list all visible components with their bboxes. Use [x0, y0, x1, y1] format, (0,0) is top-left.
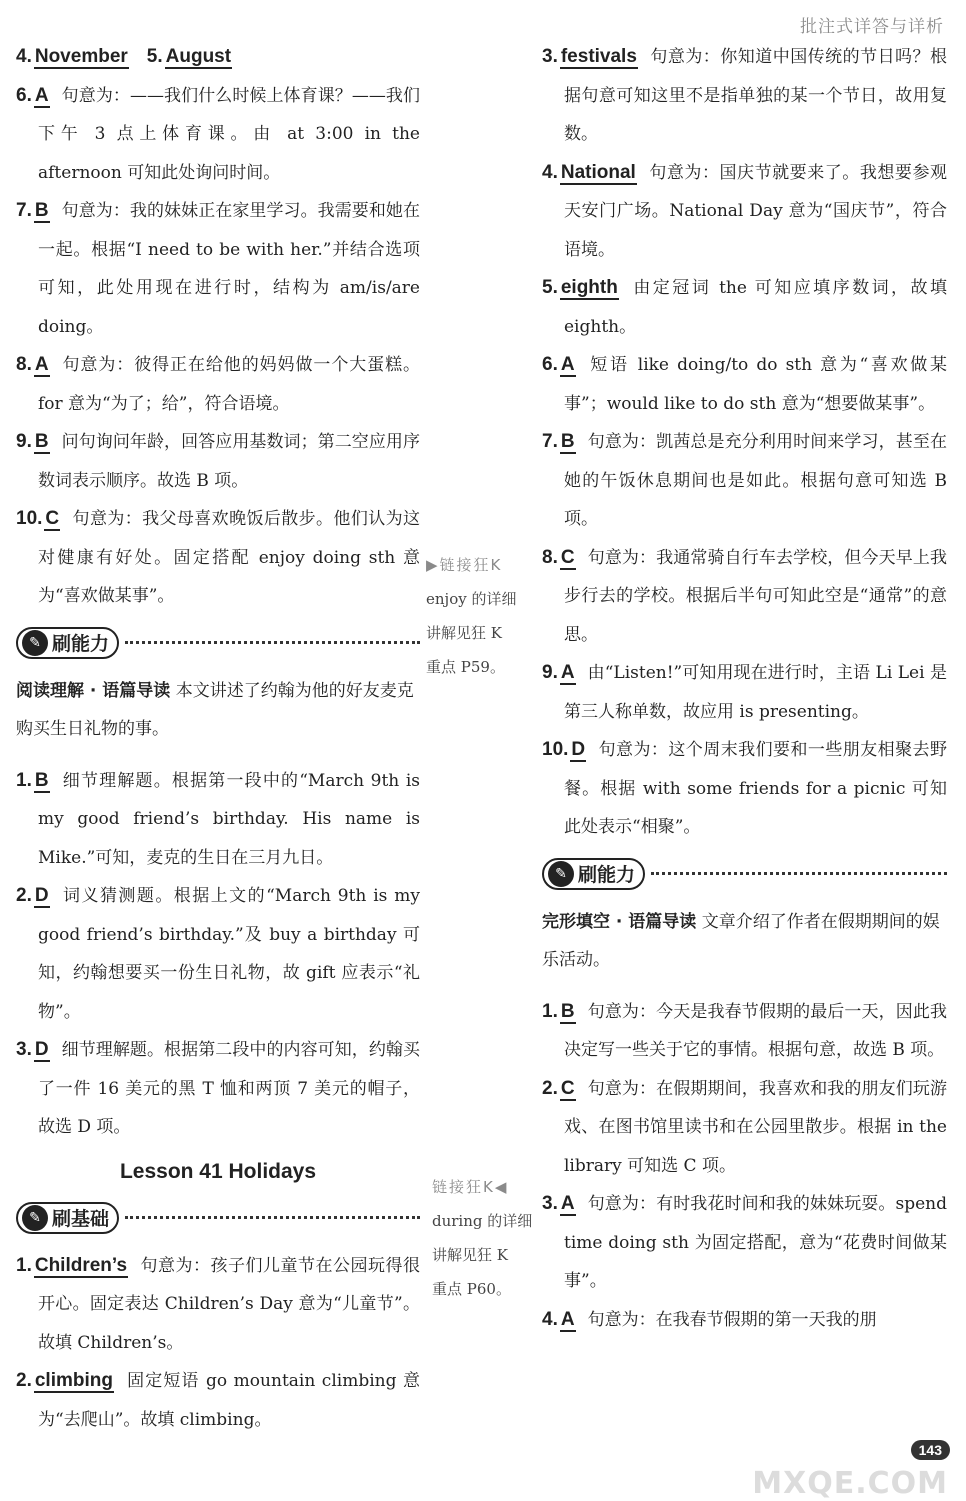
watermark: MXQE.COM	[752, 1466, 948, 1501]
item-answer: Children’s	[34, 1254, 128, 1276]
answer-item	[542, 38, 947, 154]
right-bottom-answers	[542, 993, 947, 1340]
basic-badge	[16, 1202, 119, 1234]
item-explanation: 句意为：在假期期间，我喜欢和我的朋友们玩游戏、在图书馆里读书和在公园里散步。根据 in the library 可知选 C 项。	[564, 1078, 947, 1176]
right-top-answers	[542, 38, 947, 847]
answer-item	[16, 77, 420, 193]
link-label: 链接狂K◀	[432, 1178, 509, 1196]
item-answer: National	[560, 161, 636, 183]
left-top-answers	[16, 38, 420, 616]
lesson-title: Lesson 41 Holidays	[119, 1159, 317, 1183]
item-explanation: 句意为：——我们什么时候上体育课？——我们下午 3 点上体育课。由 at 3:00 in the afternoon 可知此处询问时间。	[38, 85, 420, 183]
item-answer: festivals	[560, 46, 637, 67]
side-note-line: 重点 P60。	[432, 1280, 511, 1298]
item-answer: B	[34, 200, 49, 221]
item-explanation: 句意为：我的妹妹正在家里学习。我需要和她在一起。根据“I need to be with her.”并结合选项可知，此处用现在进行时，结构为 am/is/are doing。	[38, 201, 420, 337]
item-number: 10.	[542, 739, 569, 760]
pen-icon: ✎	[22, 1205, 48, 1231]
ability-badge	[542, 858, 645, 890]
item-explanation: 细节理解题。根据第一段中的“March 9th is my good friend’s birthday. His name is Mike.”可知，麦克的生日在三月九日。	[38, 770, 420, 868]
item-number: 3.	[16, 1039, 32, 1060]
banner-label: 刷基础	[52, 1208, 110, 1230]
answer-item	[16, 1362, 420, 1439]
item-number: 6.	[542, 354, 558, 375]
item-explanation: 细节理解题。根据第二段中的内容可知，约翰买了一件 16 美元的黑 T 恤和两顶 7 美元的帽子，故选 D 项。	[38, 1040, 420, 1137]
item-answer: D	[571, 739, 586, 760]
answer-item	[16, 762, 420, 878]
answer-item	[542, 423, 947, 539]
item-answer: November	[34, 46, 128, 67]
side-note-line: 讲解见狂 K	[426, 624, 502, 642]
item-number: 3.	[542, 46, 558, 67]
answer-item	[16, 877, 420, 1031]
page-number: 143	[911, 1440, 950, 1460]
item-number: 1.	[16, 1254, 32, 1276]
cloze-title: 完形填空 · 语篇导读	[542, 911, 697, 932]
item-explanation: 句意为：孩子们儿童节在公园玩得很开心。固定表达 Children’s Day 意为“儿童节”。故填 Children’s。	[38, 1255, 420, 1353]
item-number: 3.	[542, 1193, 558, 1214]
item-answer: B	[560, 1000, 575, 1022]
cloze-intro	[542, 903, 947, 979]
answer-item	[542, 539, 947, 655]
item-answer: B	[34, 769, 49, 791]
item-explanation: 问句询问年龄，回答应用基数词；第二空应用序数词表示顺序。故选 B 项。	[38, 432, 420, 491]
answer-item	[542, 269, 947, 346]
answer-item	[16, 192, 420, 346]
item-number: 4.	[16, 46, 32, 67]
item-number: 6.	[16, 84, 32, 106]
answer-item	[542, 654, 947, 731]
left-mid-answers	[16, 762, 420, 1147]
item-explanation: 句意为：我通常骑自行车去学校，但今天早上我步行去的学校。根据后半句可知此空是“通常”的意思。	[564, 547, 947, 645]
pen-icon: ✎	[22, 630, 48, 656]
item-number: 4.	[542, 161, 558, 183]
reading-intro	[16, 672, 420, 748]
item-number: 5.	[146, 46, 163, 67]
item-number: 9.	[16, 431, 32, 452]
answer-item	[542, 346, 947, 423]
item-answer: eighth	[560, 277, 618, 298]
banner-label: 刷能力	[52, 633, 110, 655]
reading-title: 阅读理解 · 语篇导读	[16, 680, 171, 701]
ability-banner-right	[542, 857, 947, 891]
banner-label: 刷能力	[578, 864, 636, 886]
item-answer: climbing	[34, 1370, 113, 1391]
answer-item	[16, 1247, 420, 1363]
item-answer: D	[34, 885, 49, 906]
answer-item	[16, 423, 420, 500]
right-column	[542, 38, 947, 1339]
reading-summary: 本文讲述了约翰为他的好友麦克购买生日礼物的事。	[16, 680, 414, 739]
item-answer: A	[34, 354, 49, 375]
side-note-line: enjoy 的详细	[426, 590, 517, 608]
item-number: 4.	[542, 1308, 558, 1330]
answer-item	[16, 500, 420, 616]
item-number: 8.	[16, 354, 32, 375]
item-number: 7.	[542, 431, 558, 452]
ability-banner-left	[16, 626, 420, 660]
link-label: ▶链接狂K	[426, 556, 503, 574]
answer-item	[16, 1031, 420, 1147]
item-answer: A	[560, 354, 575, 375]
item-answer: C	[560, 546, 575, 568]
item-answer: D	[34, 1039, 49, 1060]
answer-item	[542, 1070, 947, 1186]
item-number: 9.	[542, 662, 558, 683]
item-number: 1.	[16, 769, 32, 791]
cloze-summary: 文章介绍了作者在假期期间的娱乐活动。	[542, 911, 940, 970]
item-answer: B	[560, 431, 575, 452]
item-explanation: 短语 like doing/to do sth 意为“喜欢做某事”；would like to do sth 意为“想要做某事”。	[564, 355, 947, 414]
item-number: 2.	[542, 1077, 558, 1099]
answer-item	[16, 346, 420, 423]
item-explanation: 固定短语 go mountain climbing 意为“去爬山”。故填 climbing。	[38, 1371, 420, 1430]
left-column	[16, 38, 420, 1439]
item-explanation: 词义猜测题。根据上文的“March 9th is my good friend’s birthday.”及 buy a birthday 可知，约翰想要买一份生日礼物，故 gift 应表示“礼物”。	[38, 886, 420, 1022]
item-number: 8.	[542, 546, 558, 568]
item-explanation: 句意为：国庆节就要来了。我想要参观天安门广场。National Day 意为“国庆节”，符合语境。	[564, 162, 947, 260]
dotted-divider	[125, 641, 420, 644]
answer-item	[542, 1301, 947, 1340]
item-explanation: 句意为：凯茜总是充分利用时间来学习，甚至在她的午饭休息期间也是如此。根据句意可知选 B 项。	[564, 432, 947, 529]
left-bottom-answers	[16, 1247, 420, 1440]
side-note-line: 重点 P59。	[426, 658, 505, 676]
dotted-divider	[125, 1216, 420, 1219]
item-explanation: 由“Listen!”可知用现在进行时，主语 Li Lei 是第三人称单数，故应用 is presenting。	[564, 663, 947, 722]
answer-item	[542, 731, 947, 847]
side-note-during	[432, 1170, 542, 1306]
item-answer: A	[560, 1308, 575, 1330]
item-explanation: 句意为：在我春节假期的第一天我的朋	[587, 1309, 877, 1330]
item-number: 7.	[16, 200, 32, 221]
item-explanation: 句意为：有时我花时间和我的妹妹玩耍。spend time doing sth 为固定搭配，意为“花费时间做某事”。	[564, 1194, 947, 1291]
side-note-enjoy	[426, 548, 536, 684]
dotted-divider	[651, 872, 947, 875]
answer-item	[542, 993, 947, 1070]
item-answer: A	[34, 84, 49, 106]
item-number: 2.	[16, 885, 32, 906]
item-answer: B	[34, 431, 49, 452]
ability-badge	[16, 627, 119, 659]
item-explanation: 句意为：这个周末我们要和一些朋友相聚去野餐。根据 with some friends for a picnic 可知此处表示“相聚”。	[564, 740, 947, 837]
item-number: 1.	[542, 1000, 558, 1022]
item-number: 2.	[16, 1370, 32, 1391]
item-explanation: 句意为：你知道中国传统的节日吗？根据句意可知这里不是指单独的某一个节日，故用复数。	[564, 47, 947, 144]
side-note-line: 讲解见狂 K	[432, 1246, 508, 1264]
item-explanation: 句意为：今天是我春节假期的最后一天，因此我决定写一些关于它的事情。根据句意，故选 B 项。	[564, 1001, 947, 1060]
item-answer: C	[45, 508, 60, 529]
item-answer: A	[560, 662, 575, 683]
side-note-line: during 的详细	[432, 1212, 533, 1230]
answer-item	[16, 38, 420, 77]
item-number: 10.	[16, 508, 43, 529]
item-explanation: 由定冠词 the 可知应填序数词，故填 eighth。	[564, 278, 947, 337]
pen-icon: ✎	[548, 861, 574, 887]
item-explanation: 句意为：彼得正在给他的妈妈做一个大蛋糕。for 意为“为了；给”，符合语境。	[38, 355, 420, 414]
page-header: 批注式详答与详析	[800, 17, 944, 37]
item-answer: A	[560, 1193, 575, 1214]
item-number: 5.	[542, 277, 558, 298]
answer-item	[542, 154, 947, 270]
item-answer: August	[165, 46, 232, 67]
item-explanation: 句意为：我父母喜欢晚饭后散步。他们认为这对健康有好处。固定搭配 enjoy doing sth 意为“喜欢做某事”。	[38, 509, 420, 606]
answer-item	[542, 1185, 947, 1301]
basic-banner	[16, 1201, 420, 1235]
item-answer: C	[560, 1077, 575, 1099]
